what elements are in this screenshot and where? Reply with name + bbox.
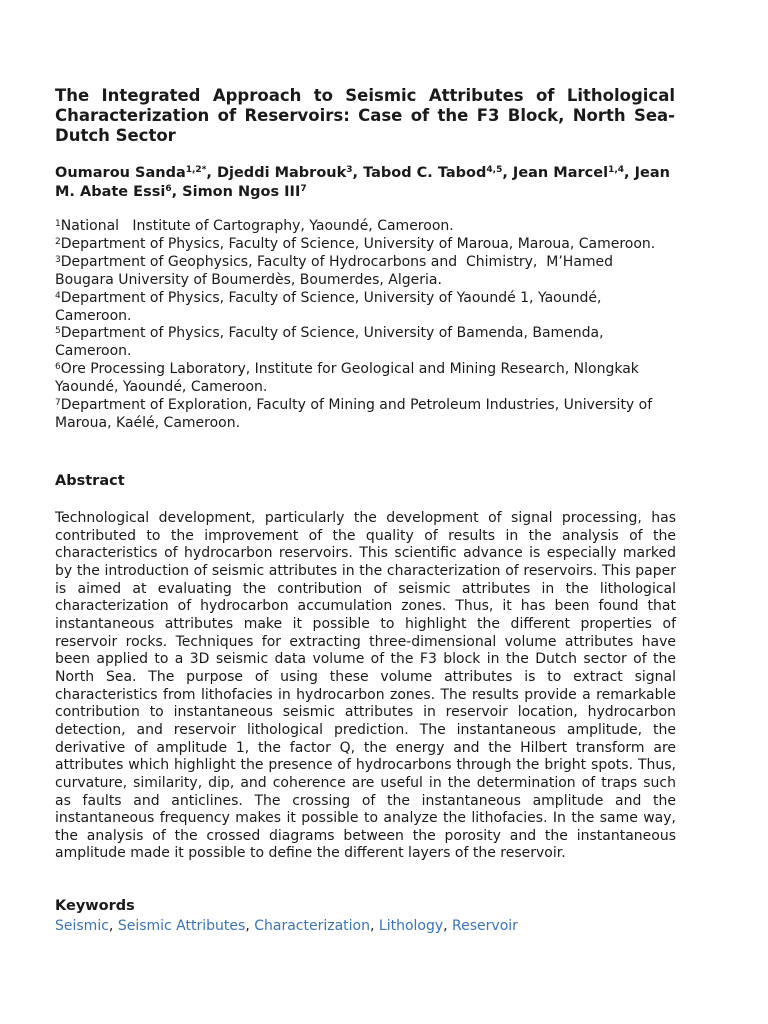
affiliation-text: Department of Geophysics, Faculty of Hydrocarbons and Chimistry, M’Hamed Bougara University of Boumerdès, Boumerdes, Algeria. <box>55 253 618 288</box>
author-name: Oumarou Sanda <box>55 165 186 181</box>
author-name: Tabod C. Tabod <box>363 165 487 181</box>
author-list: Oumarou Sanda$^{1,2*}$, Djeddi Mabrouk$^3$, Tabod C. Tabod$^{4,5}$, Jean Marcel$^{1,4}$, Jean M. Abate Essi$^6$, Simon Ngos III$^7$ <box>55 165 670 200</box>
affiliation-item <box>55 325 675 361</box>
affiliation-text: Department of Physics, Faculty of Science, University of Bamenda, Bamenda, Cameroon. <box>55 325 604 360</box>
author-affil-marker: 7 <box>300 184 307 194</box>
author-affil-marker: 3 <box>346 165 353 175</box>
affiliation-text: Department of Physics, Faculty of Science, University of Yaoundé 1, Yaoundé, Cameroon. <box>55 289 602 324</box>
affiliation-number: 5 <box>55 326 61 337</box>
affiliation-text: Department of Physics, Faculty of Science, University of Maroua, Maroua, Cameroon. <box>60 235 656 252</box>
affiliation-number: 7 <box>55 398 61 409</box>
affiliation-item <box>55 254 675 290</box>
affiliation-number: 2 <box>55 236 61 247</box>
affiliation-number: 6 <box>55 362 61 373</box>
author-name: Jean Marcel <box>512 165 609 181</box>
author-name: Simon Ngos III <box>182 184 301 200</box>
affiliation-text: Department of Exploration, Faculty of Mining and Petroleum Industries, University of Maroua, Kaélé, Cameroon. <box>55 397 653 431</box>
keywords-heading: Keywords <box>55 898 135 914</box>
affiliation-text: National Institute of Cartography, Yaoundé, Cameroon. <box>60 218 454 234</box>
keyword-link-characterization[interactable]: Characterization <box>254 918 370 934</box>
affiliation-item <box>55 397 675 433</box>
affiliation-item <box>55 361 675 397</box>
keywords-list: Seismic, Seismic Attributes, Characterization, Lithology, Reservoir <box>55 918 518 934</box>
author-affil-marker: 1,2* <box>185 165 207 175</box>
author-affil-marker: 4,5 <box>486 165 503 175</box>
affiliation-item <box>55 218 675 236</box>
abstract-heading: Abstract <box>55 473 125 489</box>
keyword-link-lithology[interactable]: Lithology <box>378 918 444 934</box>
affiliation-number: 1 <box>55 219 61 229</box>
affiliation-number: 3 <box>55 254 61 265</box>
abstract-body: Technological development, particularly the development of signal processing, has contributed to the improvement of the quality of results in the analysis of the characteristics of hydrocarbon reservoirs. This scientific advance is especially marked by the introduction of seismic attributes in the characterization of reservoirs. This paper is aimed at evaluating the contribution of seismic attributes in the lithological characterization of hydrocarbon accumulation zones. Thus, it has been found that instantaneous attributes make it possible to highlight the different properties of reservoir rocks. Techniques for extracting three-dimensional volume attributes have been applied to a 3D seismic data volume of the F3 block in the Dutch sector of the North Sea. The purpose of using these volume attributes is to extract signal characteristics from lithofacies in hydrocarbon zones. The results provide a remarkable contribution to instantaneous seismic attributes in reservoir location, hydrocarbon detection, and reservoir lithological prediction. The instantaneous amplitude, the derivative of amplitude 1, the factor Q, the energy and the Hilbert transform are attributes which highlight the presence of hydrocarbons through the bright spots. Thus, curvature, similarity, dip, and coherence are useful in the determination of traps such as faults and anticlines. The crossing of the instantaneous amplitude and the instantaneous frequency makes it possible to analyze the lithofacies. In the same way, the analysis of the crossed diagrams between the porosity and the instantaneous amplitude made it possible to define the different layers of the reservoir. <box>55 510 676 862</box>
author-name: Djeddi Mabrouk <box>216 165 347 181</box>
paper-title: The Integrated Approach to Seismic Attributes of Lithological Characterization of Reservoirs: Case of the F3 Block, North Sea-Dutch Sector <box>55 86 675 145</box>
keyword-link-seismic-attributes[interactable]: Seismic Attributes <box>117 918 246 934</box>
author-name: Jean M. Abate Essi <box>55 165 670 200</box>
affiliation-number: 4 <box>55 290 61 301</box>
keyword-link-seismic[interactable]: Seismic <box>55 918 109 934</box>
affiliation-item <box>55 290 675 326</box>
keyword-link-reservoir[interactable]: Reservoir <box>452 918 518 934</box>
author-affil-marker: 6 <box>165 184 172 194</box>
affiliation-text: Ore Processing Laboratory, Institute for Geological and Mining Research, Nlongkak Yaoundé, Yaoundé, Cameroon. <box>55 361 639 396</box>
affiliation-item <box>55 236 675 254</box>
author-affil-marker: 1,4 <box>608 165 625 175</box>
affiliation-list <box>55 218 675 433</box>
